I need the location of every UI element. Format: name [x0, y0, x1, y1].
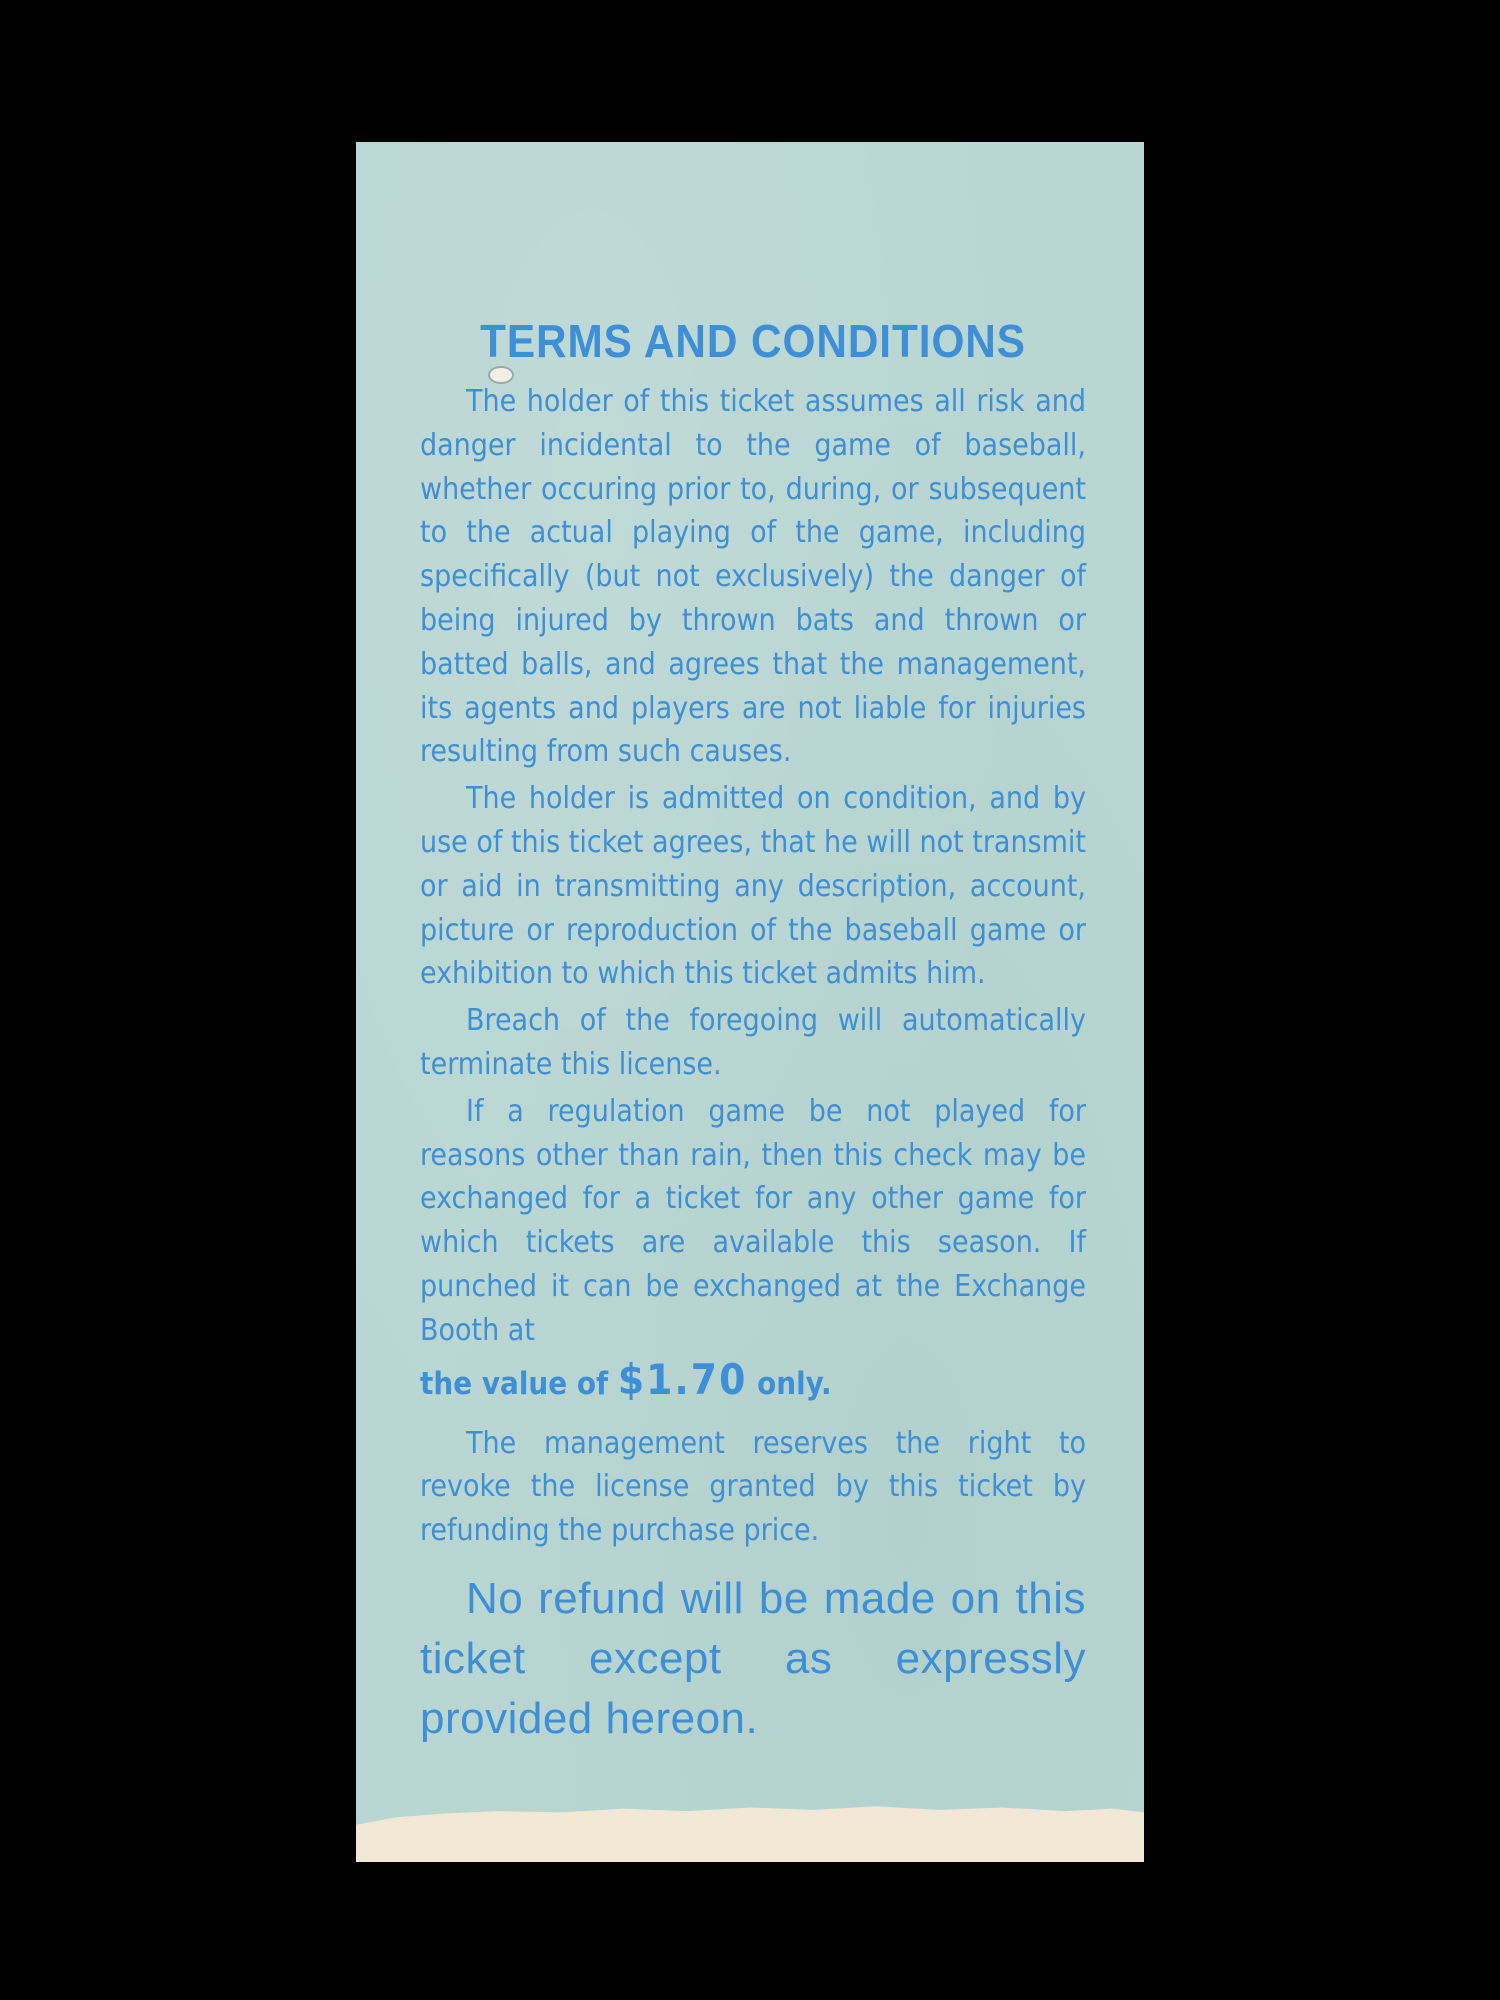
terms-paragraph-breach: Breach of the foregoing will automatically terminate this license.	[420, 1003, 1086, 1082]
price-suffix: only.	[757, 1365, 832, 1402]
terms-paragraph-admission: The holder is admitted on condition, and by use of this ticket agrees, that he will not transmit or aid in transmitting any description, account, picture or reproduction of the baseball game or exhibition to which this ticket admits him.	[420, 781, 1086, 992]
torn-bottom-edge	[356, 1800, 1144, 1862]
refund-notice: No refund will be made on this ticket except as expressly provided hereon.	[420, 1573, 1086, 1743]
price-prefix: the value of	[420, 1365, 609, 1402]
exchange-value-line	[420, 1356, 1086, 1408]
terms-paragraph-exchange: If a regulation game be not played for reasons other than rain, then this check may be exchanged for a ticket for any other game for which tickets are available this season. If punched it can be exchanged at the Exchange Booth at	[420, 1093, 1086, 1348]
ticket-back	[356, 142, 1144, 1862]
terms-content	[420, 314, 1086, 1749]
terms-paragraph-management: The management reserves the right to revoke the license granted by this ticket by refunding the purchase price.	[420, 1425, 1086, 1549]
price-amount: $1.70	[617, 1354, 748, 1404]
terms-paragraph-risk: The holder of this ticket assumes all risk and danger incidental to the game of baseball, whether occuring prior to, during, or subsequent to the actual playing of the game, including specifically (but not exclusively) the danger of being injured by thrown bats and thrown or batted balls, and agrees that the management, its agents and players are not liable for injuries resulting from such causes.	[420, 384, 1086, 770]
terms-title: TERMS AND CONDITIONS	[480, 315, 1026, 367]
